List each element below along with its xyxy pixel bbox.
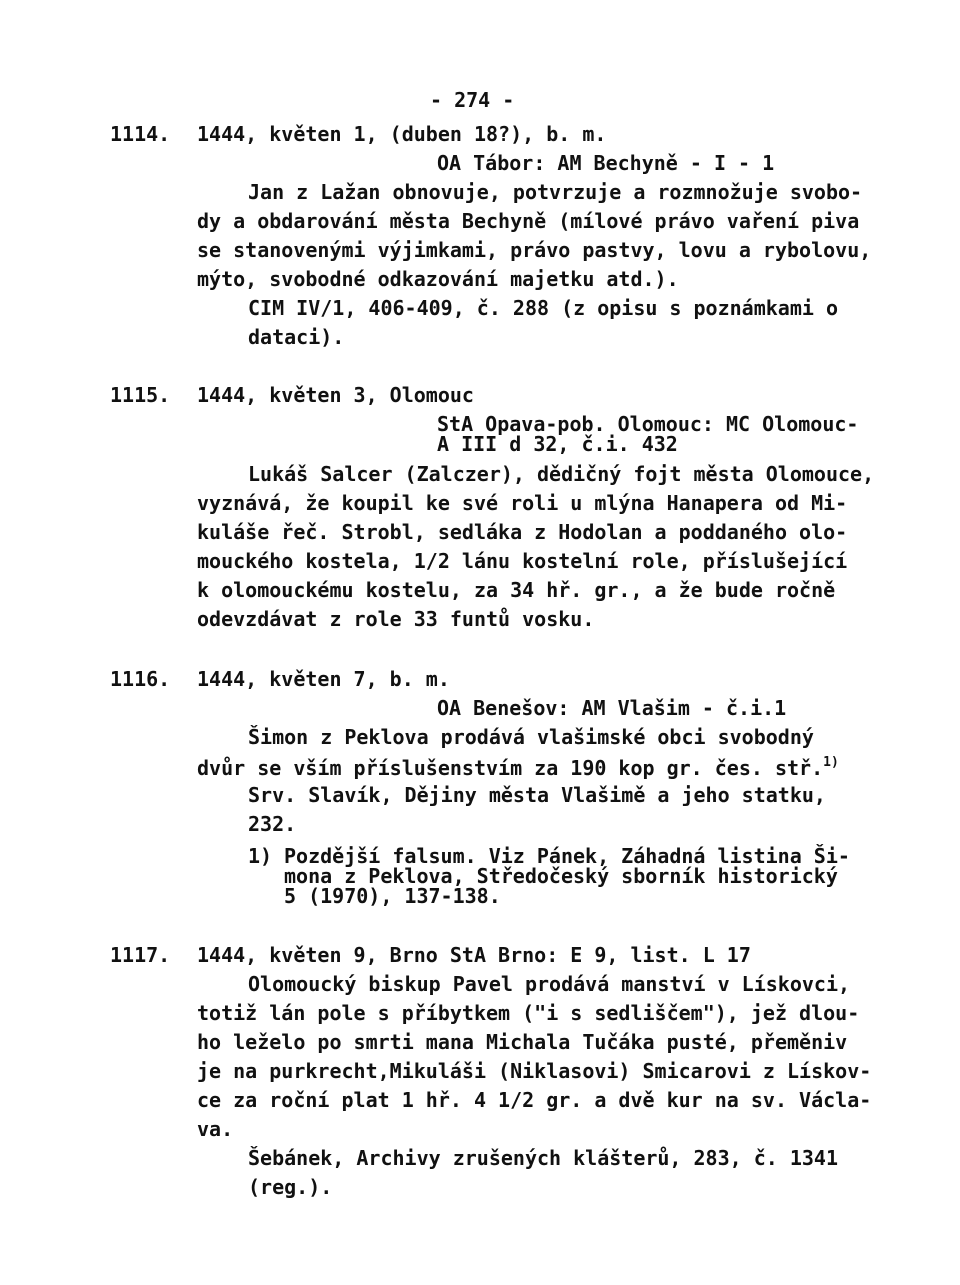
page-number: - 274 -	[430, 88, 515, 112]
entry-text-line: Olomoucký biskup Pavel prodává manství v Lískovci,	[248, 972, 851, 996]
entry-number: 1117.	[110, 943, 171, 967]
entry-text-line: Lukáš Salcer (Zalczer), dědičný fojt města Olomouce,	[248, 462, 875, 486]
entry-text-line: se stanovenými výjimkami, právo pastvy, lovu a rybolovu,	[197, 238, 872, 262]
entry-text-line	[197, 756, 839, 778]
entry-date: 1444, květen 7, b. m.	[197, 667, 450, 691]
entry-text-line: mýto, svobodné odkazování majetku atd.).	[197, 267, 679, 291]
entry-reference-line: 232.	[248, 812, 297, 836]
entry-text-line: ho leželo po smrti mana Michala Tučáka pusté, přeměniv	[197, 1030, 848, 1054]
footnote-marker: 1)	[823, 755, 839, 770]
footnote-line: mona z Peklova, Středočeský sborník historický	[284, 864, 838, 888]
entry-date: 1444, květen 1, (duben 18?), b. m.	[197, 122, 607, 146]
entry-text-line: kuláše řeč. Strobl, sedláka z Hodolan a poddaného olo-	[197, 520, 848, 544]
entry-text-line: Jan z Lažan obnovuje, potvrzuje a rozmnožuje svobo-	[248, 180, 863, 204]
entry-text-line: Šimon z Peklova prodává vlašimské obci svobodný	[248, 725, 814, 749]
entry-number: 1114.	[110, 122, 171, 146]
entry-text-line: odevzdávat z role 33 funtů vosku.	[197, 607, 595, 631]
entry-archive-line: A III d 32, č.i. 432	[437, 432, 678, 456]
entry-number: 1115.	[110, 383, 171, 407]
entry-reference-line: Šebánek, Archivy zrušených klášterů, 283, č. 1341	[248, 1146, 839, 1170]
entry-text-content: dvůr se vším příslušenstvím za 190 kop gr. čes. stř.	[197, 756, 824, 780]
entry-text-line: je na purkrecht,Mikuláši (Niklasovi) Smicarovi z Lískov-	[197, 1059, 872, 1083]
entry-reference-line: (reg.).	[248, 1175, 333, 1199]
entry-reference-line: CIM IV/1, 406-409, č. 288 (z opisu s poznámkami o	[248, 296, 839, 320]
footnote-line: Pozdější falsum. Viz Pánek, Záhadná listina Ši-	[284, 844, 850, 868]
entry-text-line: dy a obdarování města Bechyně (mílové právo vaření piva	[197, 209, 860, 233]
entry-text-line: vyznává, že koupil ke své roli u mlýna Hanapera od Mi-	[197, 491, 848, 515]
entry-date: 1444, květen 9, Brno StA Brno: E 9, list. L 17	[197, 943, 751, 967]
entry-date: 1444, květen 3, Olomouc	[197, 383, 474, 407]
entry-archive: OA Benešov: AM Vlašim - č.i.1	[437, 696, 787, 720]
entry-text-line: mouckého kostela, 1/2 lánu kostelní role, příslušející	[197, 549, 848, 573]
entry-archive-line: StA Opava-pob. Olomouc: MC Olomouc-	[437, 412, 859, 436]
entry-text-line: va.	[197, 1117, 234, 1141]
footnote-label: 1)	[248, 844, 273, 868]
entry-reference-line: dataci).	[248, 325, 345, 349]
entry-text-line: k olomouckému kostelu, za 34 hř. gr., a že bude ročně	[197, 578, 836, 602]
entry-number: 1116.	[110, 667, 171, 691]
entry-reference-line: Srv. Slavík, Dějiny města Vlašimě a jeho statku,	[248, 783, 826, 807]
entry-archive: OA Tábor: AM Bechyně - I - 1	[437, 151, 775, 175]
entry-text-line: totiž lán pole s příbytkem ("i s sedliščem"), jež dlou-	[197, 1001, 860, 1025]
entry-text-line: ce za roční plat 1 hř. 4 1/2 gr. a dvě kur na sv. Václa-	[197, 1088, 872, 1112]
footnote-line: 5 (1970), 137-138.	[284, 884, 501, 908]
